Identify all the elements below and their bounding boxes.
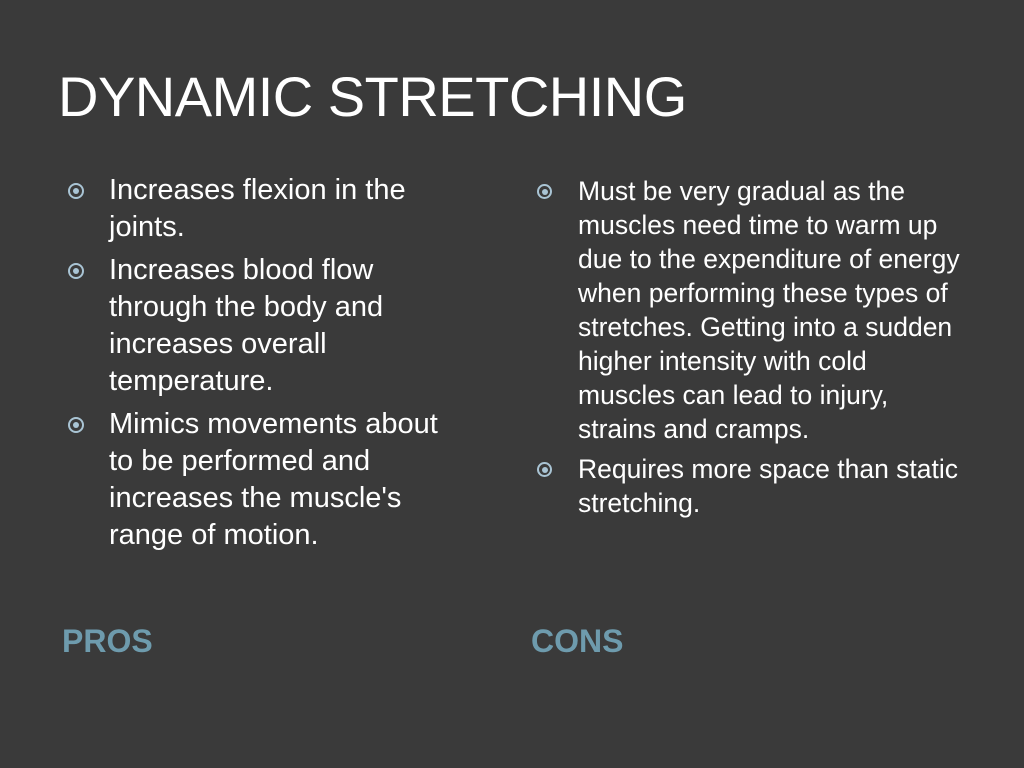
pros-list-item	[64, 252, 464, 400]
pros-item-text: Increases blood flow through the body and increases overall temperature.	[109, 254, 384, 397]
circle-bullet-icon	[537, 462, 552, 477]
cons-column	[533, 174, 963, 526]
circle-bullet-icon	[68, 417, 84, 433]
pros-item-text: Mimics movements about to be performed and increases the muscle's range of motion.	[109, 408, 438, 551]
cons-label: CONS	[531, 623, 624, 659]
cons-list	[533, 174, 963, 520]
circle-bullet-icon	[537, 184, 552, 199]
circle-bullet-icon	[68, 183, 84, 199]
cons-item-text: Must be very gradual as the muscles need time to warm up due to the expenditure of energy when performing these types of stretches. Getting into a sudden higher intensity with cold muscles can lead to injury, strains and cramps.	[578, 176, 960, 444]
pros-column	[64, 172, 464, 560]
pros-list-item	[64, 406, 464, 554]
cons-list-item	[533, 452, 963, 520]
pros-list	[64, 172, 464, 554]
circle-bullet-icon	[68, 263, 84, 279]
slide-title: DYNAMIC STRETCHING	[58, 65, 687, 128]
pros-item-text: Increases flexion in the joints.	[109, 174, 406, 243]
pros-list-item	[64, 172, 464, 246]
cons-list-item	[533, 174, 963, 446]
pros-label: PROS	[62, 623, 153, 659]
cons-item-text: Requires more space than static stretching.	[578, 454, 959, 518]
